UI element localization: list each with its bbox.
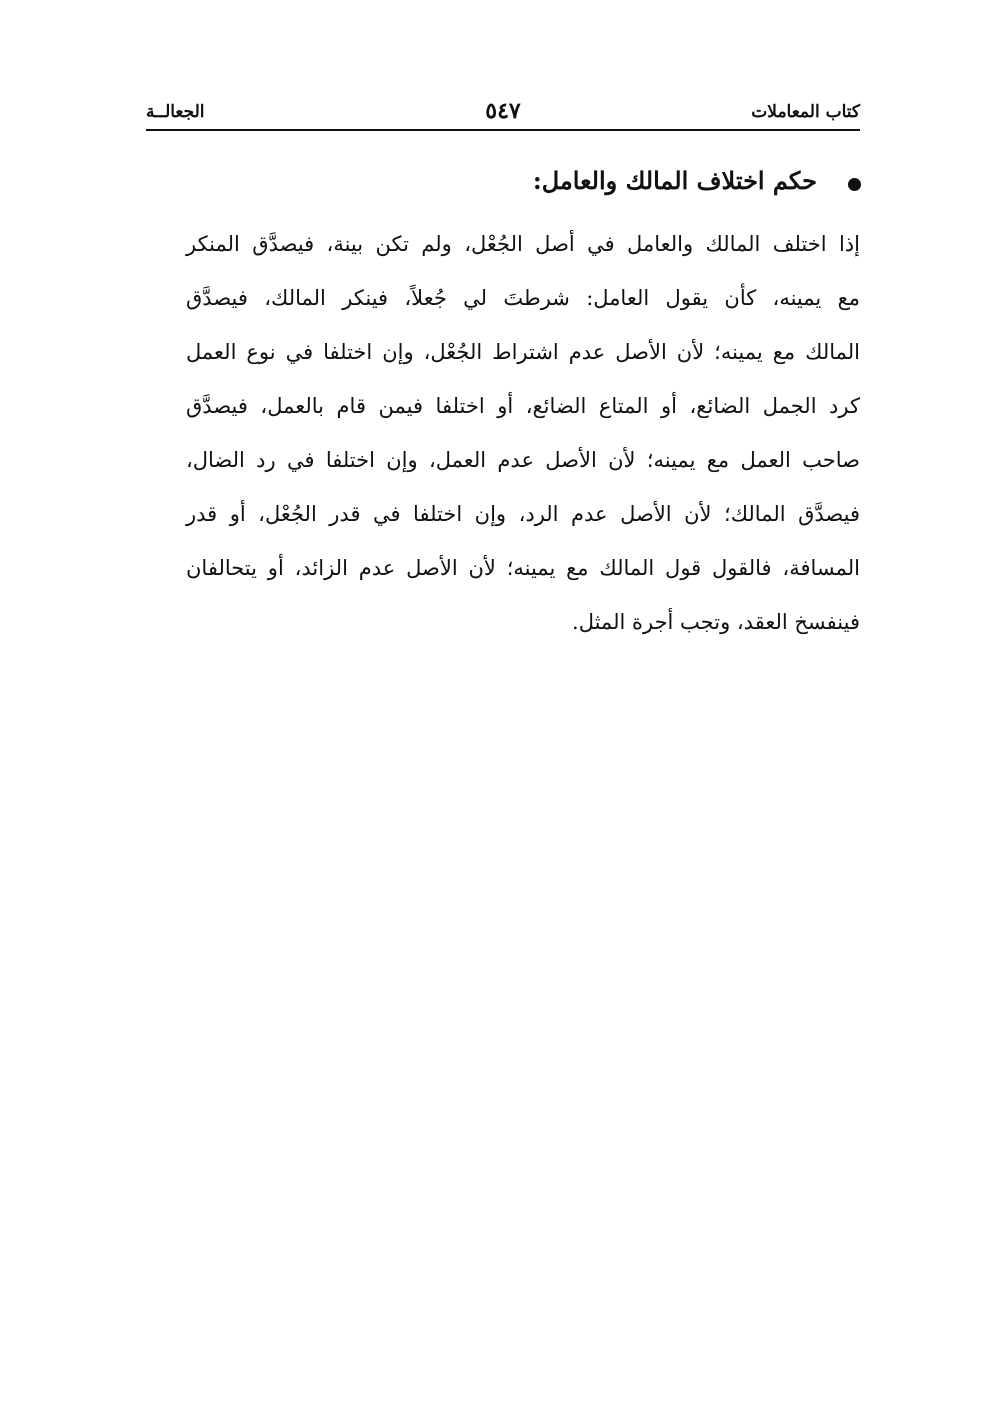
- paragraph-line: فيصدَّق المالك؛ لأن الأصل عدم الرد، وإن اختلفا في قدر الجُعْل، أو قدر: [186, 502, 860, 526]
- paragraph-line: صاحب العمل مع يمينه؛ لأن الأصل عدم العمل، وإن اختلفا في رد الضال،: [186, 448, 860, 472]
- running-head: [146, 98, 860, 128]
- paragraph-line: فينفسخ العقد، وتجب أجرة المثل.: [572, 610, 860, 634]
- section-heading: [143, 166, 861, 206]
- paragraph-line: مع يمينه، كأن يقول العامل: شرطتَ لي جُعلاً، فينكر المالك، فيصدَّق: [186, 286, 860, 310]
- body-paragraph: [186, 224, 860, 656]
- bullet-icon: [848, 178, 861, 191]
- paragraph-line: إذا اختلف المالك والعامل في أصل الجُعْل، ولم تكن بينة، فيصدَّق المنكر: [186, 232, 860, 256]
- header-rule: [146, 129, 860, 131]
- heading-text: حكم اختلاف المالك والعامل:: [532, 166, 817, 195]
- paragraph-line: المسافة، فالقول قول المالك مع يمينه؛ لأن الأصل عدم الزائد، أو يتحالفان: [186, 556, 861, 580]
- page-number: ٥٤٧: [485, 98, 521, 124]
- paragraph-line: المالك مع يمينه؛ لأن الأصل عدم اشتراط الجُعْل، وإن اختلفا في نوع العمل: [186, 340, 860, 364]
- paragraph-line: كرد الجمل الضائع، أو المتاع الضائع، أو اختلفا فيمن قام بالعمل، فيصدَّق: [186, 394, 860, 418]
- chapter-title: الجعالــة: [146, 102, 205, 122]
- book-title: كتاب المعاملات: [751, 102, 860, 122]
